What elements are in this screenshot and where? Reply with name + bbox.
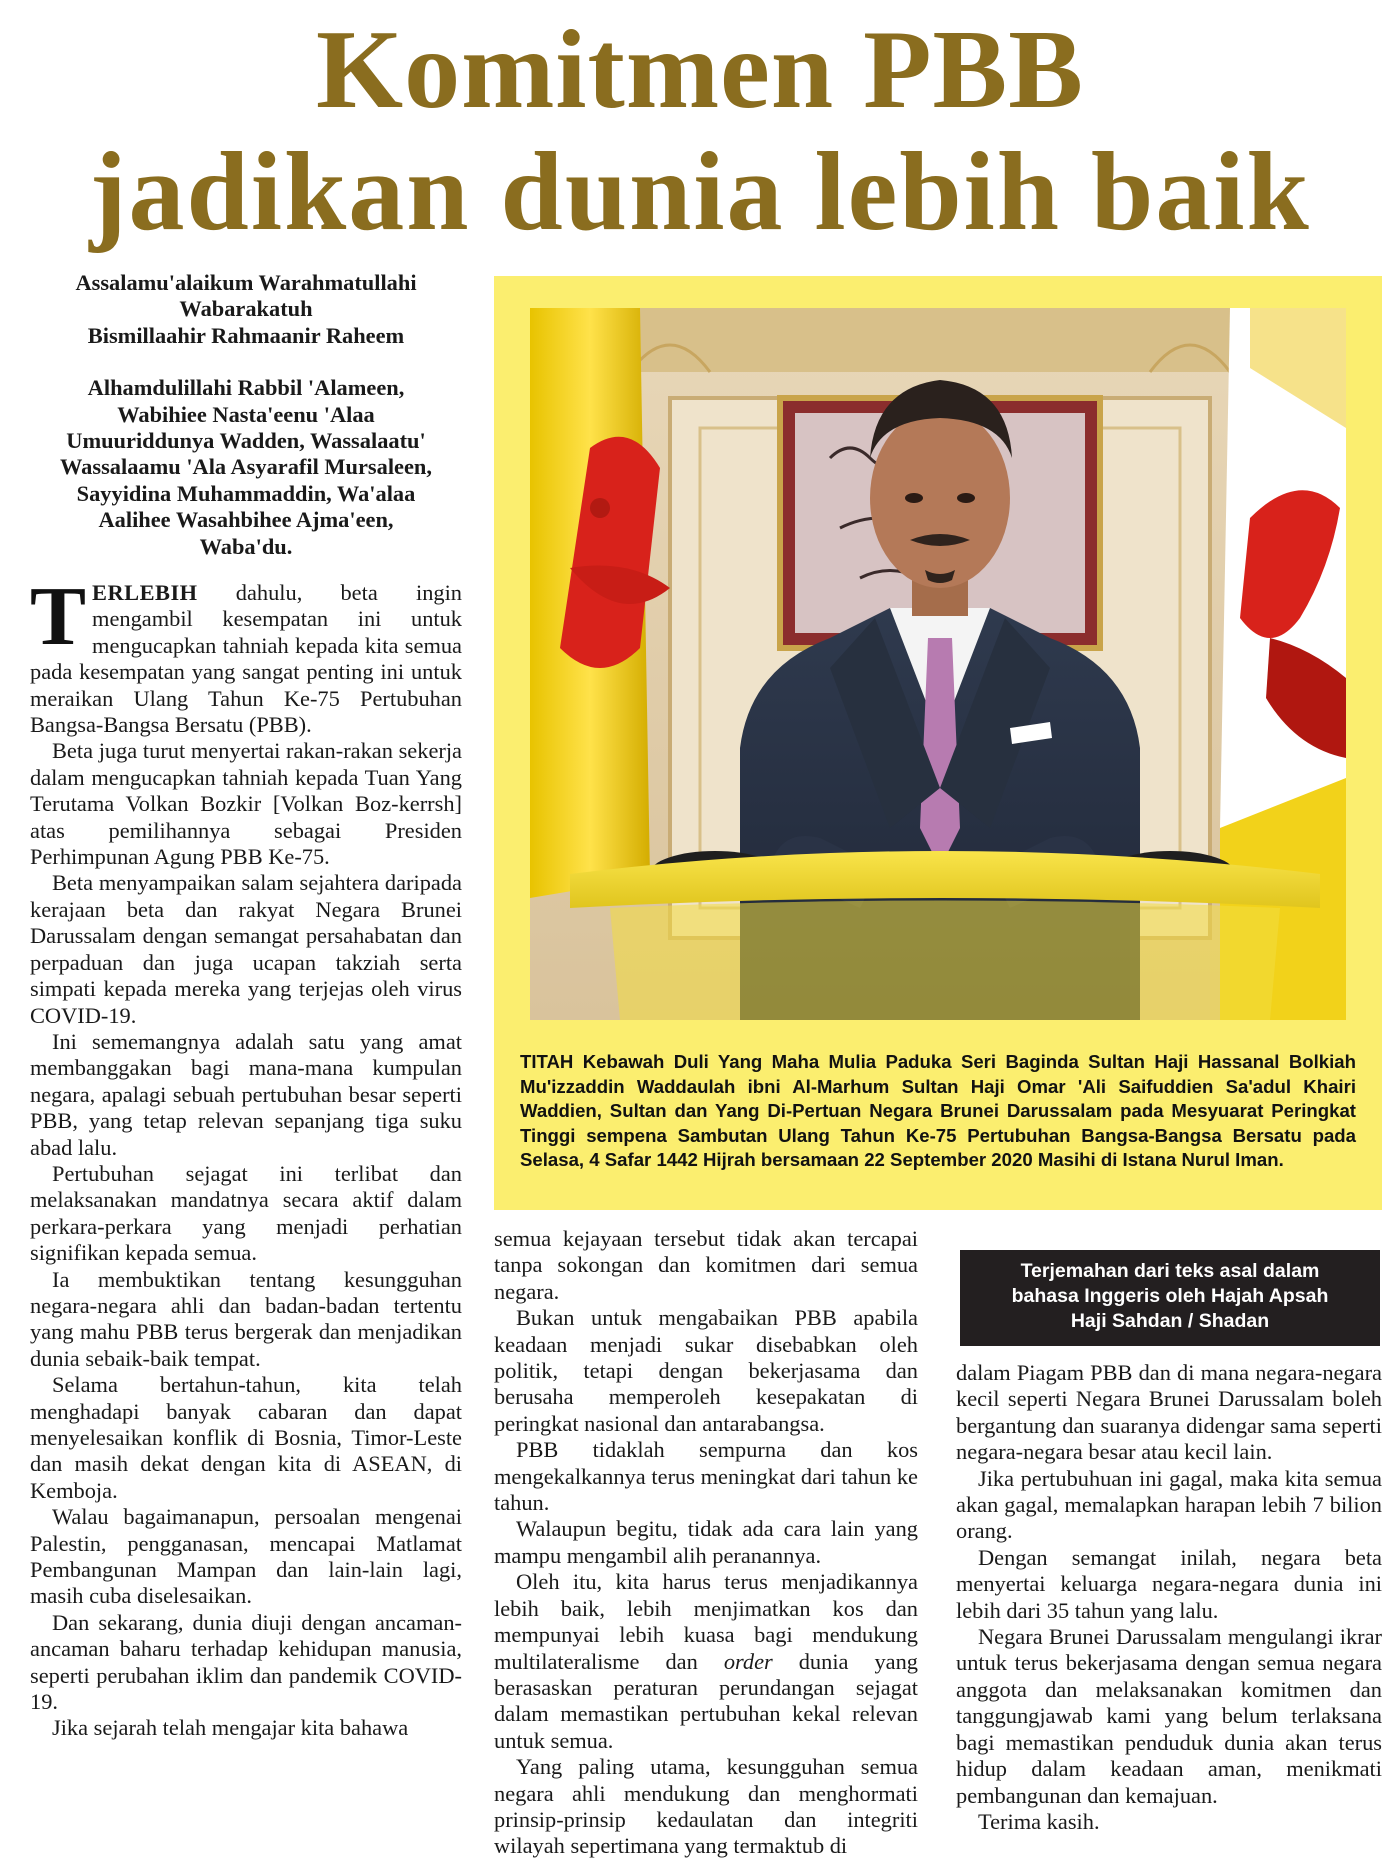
salutation-line: Wabarakatuh xyxy=(179,296,313,322)
paragraph: Walaupun begitu, tidak ada cara lain yang mampu mengambil alih peranannya. xyxy=(494,1516,918,1568)
paragraph xyxy=(494,1569,918,1754)
salutation-line: Umuuriddunya Wadden, Wassalaatu' xyxy=(66,428,426,454)
credit-line: Haji Sahdan / Shadan xyxy=(1070,1309,1270,1332)
sultan-photo xyxy=(530,308,1346,1020)
drop-cap: T xyxy=(30,570,87,663)
paragraph: semua kejayaan tersebut tidak akan tercapai tanpa sokongan dan komitmen dari semua negara. xyxy=(494,1226,918,1304)
paragraph: Ini sememangnya adalah satu yang amat membanggakan bagi mana-mana kumpulan negara, apalagi sebuah pertubuhan besar seperti PBB, yang tetap relevan sepanjang tiga suku abad lalu. xyxy=(30,1028,462,1160)
salutation-line: Alhamdulillahi Rabbil 'Alameen, xyxy=(87,375,405,401)
paragraph: Negara Brunei Darussalam mengulangi ikrar untuk terus bekerjasama dengan semua negara anggota dan melaksanakan komitmen dan tanggungjawab kami yang belum terlaksana bagi memastikan penduduk dunia akan terus hidup dalam keadaan aman, menikmati pembangunan dan kemajuan. xyxy=(956,1624,1382,1808)
paragraph: Bukan untuk mengabaikan PBB apabila keadaan menjadi sukar disebabkan oleh politik, tetapi dengan bekerjasama dan berusaha memperoleh kesepakatan di peringkat nasional dan antarabangsa. xyxy=(494,1305,918,1436)
translation-credit-box xyxy=(960,1250,1380,1346)
paragraph: dalam Piagam PBB dan di mana negara-negara kecil seperti Negara Brunei Darussalam boleh bergantung dan suaranya didengar sama seperti negara-negara besar atau kecil lain. xyxy=(956,1360,1382,1465)
salutation-line: Wassalaamu 'Ala Asyarafil Mursaleen, xyxy=(60,454,432,480)
paragraph: Dengan semangat inilah, negara beta menyertai keluarga negara-negara dunia ini lebih dari 35 tahun yang lalu. xyxy=(956,1544,1382,1623)
salutation-line: Assalamu'alaikum Warahmatullahi xyxy=(75,270,417,295)
headline-line-2: jadikan dunia lebih baik xyxy=(89,130,1311,254)
paragraph-text: Oleh itu, kita harus terus menjadikannya lebih baik, lebih menjimatkan kos dan mempunyai lebih kuasa bagi mendukung multilateralisme dan xyxy=(494,1569,918,1674)
paragraph: Beta juga turut menyertai rakan-rakan sekerja dalam mengucapkan tahniah kepada Tuan Yang Terutama Volkan Bozkir [Volkan Boz-kerrsh] atas pemilihannya sebagai Presiden Perhimpunan Agung PBB Ke-75. xyxy=(30,738,462,870)
paragraph: PBB tidaklah sempurna dan kos mengekalkannya terus meningkat dari tahun ke tahun. xyxy=(494,1437,918,1516)
credit-line: Terjemahan dari teks asal dalam xyxy=(1020,1260,1320,1282)
article-column-right xyxy=(956,1360,1382,1835)
sultan-photo-illustration xyxy=(530,308,1346,1020)
paragraph: Jika pertubuhuan ini gagal, maka kita semua akan gagal, memalapkan harapan lebih 7 bilion orang. xyxy=(956,1465,1382,1544)
paragraph: Selama bertahun-tahun, kita telah menghadapi banyak cabaran dan dapat menyelesaikan konflik di Bosnia, Timor-Leste dan masih dekat dengan kita di ASEAN, di Kemboja. xyxy=(30,1372,462,1503)
paragraph: Pertubuhan sejagat ini terlibat dan melaksanakan mandatnya secara aktif dalam perkara-perkara yang menjadi perhatian signifikan kepada semua. xyxy=(30,1160,462,1266)
salutation-line: Wabihiee Nasta'eenu 'Alaa xyxy=(117,401,375,427)
italic-word: order xyxy=(723,1648,773,1674)
salutation-block-1 xyxy=(30,270,462,349)
lead-paragraph xyxy=(30,570,462,738)
paragraph-text: dunia yang berasaskan peraturan perundangan sejagat dalam memastikan pertubuhan kekal relevan untuk semua. xyxy=(494,1648,918,1753)
paragraph: Walau bagaimanapun, persoalan mengenai Palestin, pengganasan, mencapai Matlamat Pembangunan Mampan dan lain-lain lagi, masih cuba diselesaikan. xyxy=(30,1504,462,1609)
salutation-line: Sayyidina Muhammaddin, Wa'alaa xyxy=(76,480,416,506)
photo-frame xyxy=(494,276,1382,1210)
credit-line: bahasa Inggeris oleh Hajah Apsah xyxy=(1011,1284,1329,1307)
headline-line-1: Komitmen PBB xyxy=(316,8,1084,132)
paragraph: Ia membuktikan tentang kesungguhan negara-negara ahli dan badan-badan tertentu yang mahu PBB terus bergerak dan menjadikan dunia sebaik-baik tempat. xyxy=(30,1266,462,1371)
salutation xyxy=(30,270,462,560)
paragraph: Jika sejarah telah mengajar kita bahawa xyxy=(52,1715,409,1741)
salutation-line: Aalihee Wasahbihee Ajma'een, xyxy=(98,507,394,533)
salutation-block-2 xyxy=(30,375,462,560)
article-column-middle xyxy=(494,1226,918,1860)
salutation-line: Bismillaahir Rahmaanir Raheem xyxy=(87,322,405,348)
article-column-left xyxy=(30,570,462,1742)
paragraph: Dan sekarang, dunia diuji dengan ancaman-ancaman baharu terhadap kehidupan manusia, seperti perubahan iklim dan pandemik COVID-19. xyxy=(30,1609,462,1715)
paragraph: Terima kasih. xyxy=(978,1808,1100,1834)
photo-caption: TITAH Kebawah Duli Yang Maha Mulia Paduka Seri Baginda Sultan Haji Hassanal Bolkiah Mu'izzaddin Waddaulah ibni Al-Marhum Sultan Haji Omar 'Ali Saifuddien Sa'adul Khairi Waddien, Sultan dan Yang Di-Pertuan Negara Brunei Darussalam pada Mesyuarat Peringkat Tinggi sempena Sambutan Ulang Tahun Ke-75 Pertubuhan Bangsa-Bangsa Bersatu pada Selasa, 4 Safar 1442 Hijrah bersamaan 22 September 2020 Masihi di Istana Nurul Iman. xyxy=(520,1051,1356,1171)
lead-text: dahulu, beta ingin mengambil kesempatan ini untuk mengucapkan tahniah kepada kita semua pada kesempatan yang sangat penting ini untuk meraikan Ulang Tahun Ke-75 Pertubuhan Bangsa-Bangsa Bersatu (PBB). xyxy=(30,580,462,738)
paragraph: Beta menyampaikan salam sejahtera daripada kerajaan beta dan rakyat Negara Brunei Darussalam dengan semangat persahabatan dan perpaduan dan juga ucapan takziah serta simpati kepada mereka yang terjejas oleh virus COVID-19. xyxy=(30,870,462,1028)
paragraph: Yang paling utama, kesungguhan semua negara ahli mendukung dan menghormati prinsip-prinsip kedaulatan dan integriti wilayah sepertimana yang termaktub di xyxy=(494,1754,918,1859)
salutation-line: Waba'du. xyxy=(199,533,293,559)
lead-opening-word: ERLEBIH xyxy=(92,580,198,605)
